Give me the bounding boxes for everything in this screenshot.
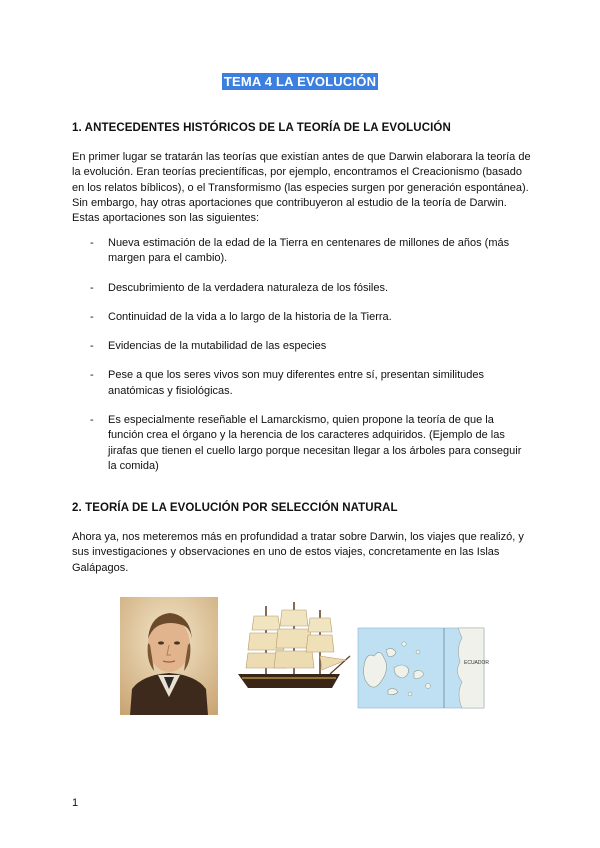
bullet-text: Es especialmente reseñable el Lamarckismo, quien propone la teoría de que la función crea el órgano y la herencia de los caracteres adquiridos. (Ejemplo de las jirafas que tienen el cuello largo porque necesitan llegar a los árboles para conseguir la comida)	[108, 414, 522, 472]
bullet-list	[72, 236, 532, 488]
bullet-dash: -	[90, 369, 94, 382]
galapagos-map-image	[358, 628, 490, 708]
document-title	[0, 73, 600, 91]
section-1-intro: En primer lugar se tratarán las teorías que existían antes de que Darwin elaborara la teoría de la evolución. Eran teorías precientíficas, por ejemplo, encontramos el Creacionismo (basado en los relatos bíblicos), o el Transformismo (las especies surgen por generación espontánea). Sin embargo, hay otras aportaciones que contribuyeron al estudio de la teoría de Darwin. Estas aportaciones son las siguientes:	[72, 151, 531, 225]
list-item	[72, 368, 532, 399]
bullet-dash: -	[90, 237, 94, 249]
beagle-ship-image	[232, 600, 350, 694]
bullet-text: Continuidad de la vida a lo largo de la historia de la Tierra.	[108, 310, 392, 323]
list-item	[72, 236, 532, 267]
section-1-heading: 1. ANTECEDENTES HISTÓRICOS DE LA TEORÍA DE LA EVOLUCIÓN	[72, 122, 451, 134]
list-item	[72, 413, 532, 474]
list-item	[72, 339, 532, 354]
bullet-dash: -	[90, 414, 94, 427]
section-2-intro: Ahora ya, nos meteremos más en profundidad a tratar sobre Darwin, los viajes que realizó, y sus investigaciones y observaciones en uno de estos viajes, concretamente en las Islas Galápagos.	[72, 531, 524, 574]
bullet-dash: -	[90, 340, 94, 353]
bullet-text: Nueva estimación de la edad de la Tierra en centenares de millones de años (más margen para el cambio).	[108, 237, 510, 265]
map-label: ECUADOR	[464, 660, 490, 666]
bullet-dash: -	[90, 310, 94, 323]
darwin-portrait-image	[120, 597, 218, 715]
list-item	[72, 310, 532, 325]
bullet-text: Pese a que los seres vivos son muy diferentes entre sí, presentan similitudes anatómicas y fisiológicas.	[108, 369, 485, 397]
page-number: 1	[72, 797, 79, 809]
bullet-text: Descubrimiento de la verdadera naturaleza de los fósiles.	[108, 281, 389, 294]
bullet-dash: -	[90, 281, 94, 294]
bullet-text: Evidencias de la mutabilidad de las especies	[108, 340, 327, 353]
section-2-heading: 2. TEORÍA DE LA EVOLUCIÓN POR SELECCIÓN NATURAL	[72, 502, 398, 514]
title-text: TEMA 4 LA EVOLUCIÓN	[223, 74, 377, 89]
list-item	[72, 281, 532, 296]
